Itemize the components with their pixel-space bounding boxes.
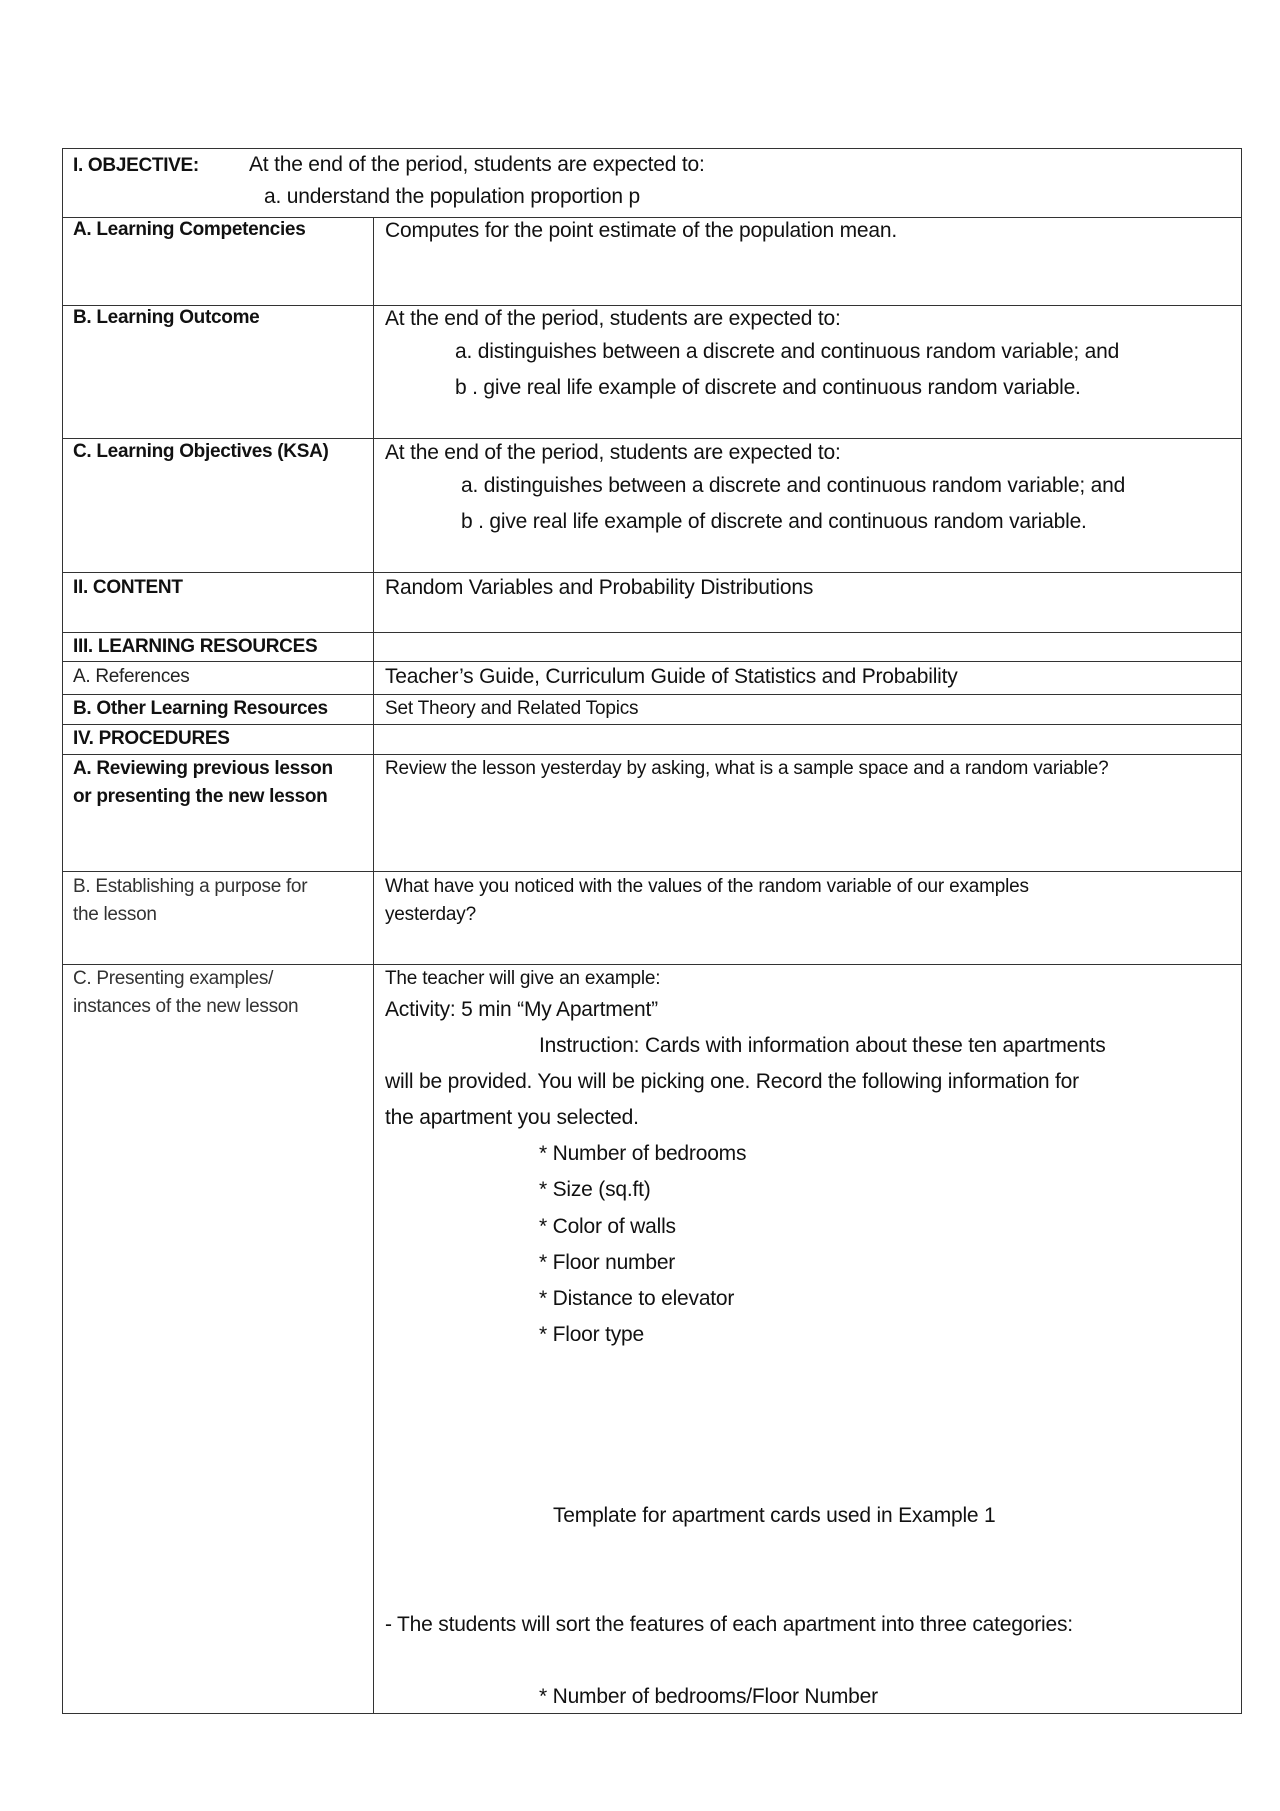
purpose-label-1: B. Establishing a purpose for [73,876,308,897]
column-divider [373,217,374,1713]
other-resources-value: Set Theory and Related Topics [385,698,639,719]
content-value: Random Variables and Probability Distributions [385,576,814,599]
reviewing-value: Review the lesson yesterday by asking, what is a sample space and a random variable? [385,758,1109,779]
procedures-label: IV. PROCEDURES [73,728,230,749]
lesson-plan-table [62,148,1242,1714]
outcome-label: B. Learning Outcome [73,307,260,328]
objective-line-1: At the end of the period, students are expected to: [249,153,705,176]
row-divider [63,964,1241,965]
objective-label: I. OBJECTIVE: [73,155,199,176]
purpose-label-2: the lesson [73,904,157,925]
category-item: * Number of bedrooms/Floor Number [539,1685,878,1708]
content-label: II. CONTENT [73,577,183,598]
resources-label: III. LEARNING RESOURCES [73,636,318,657]
row-divider [63,305,1241,306]
outcome-item-b: b . give real life example of discrete and continuous random variable. [455,376,1081,399]
feature-item: * Floor number [539,1251,676,1274]
purpose-value-1: What have you noticed with the values of the random variable of our examples [385,876,1029,897]
feature-item: * Distance to elevator [539,1287,735,1310]
row-divider [63,438,1241,439]
row-divider [63,754,1241,755]
references-label: A. References [73,666,190,687]
row-divider [63,632,1241,633]
row-divider [63,871,1241,872]
presenting-intro: The teacher will give an example: [385,968,661,989]
ksa-item-b: b . give real life example of discrete and continuous random variable. [461,510,1087,533]
feature-item: * Number of bedrooms [539,1142,747,1165]
feature-item: * Color of walls [539,1215,676,1238]
row-divider [63,661,1241,662]
ksa-item-a: a. distinguishes between a discrete and continuous random variable; and [461,474,1126,497]
presenting-label-2: instances of the new lesson [73,996,299,1017]
feature-item: * Floor type [539,1323,644,1346]
row-divider [63,694,1241,695]
presenting-activity: Activity: 5 min “My Apartment” [385,998,658,1021]
presenting-instruction-2: will be provided. You will be picking one. Record the following information for [385,1070,1079,1093]
outcome-item-a: a. distinguishes between a discrete and continuous random variable; and [455,340,1120,363]
outcome-intro: At the end of the period, students are expected to: [385,307,841,330]
reviewing-label-2: or presenting the new lesson [73,786,328,807]
presenting-instruction-3: the apartment you selected. [385,1106,639,1129]
competencies-value: Computes for the point estimate of the population mean. [385,219,897,242]
other-resources-label: B. Other Learning Resources [73,698,328,719]
row-divider [63,217,1241,218]
feature-item: * Size (sq.ft) [539,1178,651,1201]
row-divider [63,724,1241,725]
presenting-label-1: C. Presenting examples/ [73,968,274,989]
objective-line-2: a. understand the population proportion p [264,185,640,208]
reviewing-label-1: A. Reviewing previous lesson [73,758,333,779]
references-value: Teacher’s Guide, Curriculum Guide of Statistics and Probability [385,665,958,688]
sort-instruction: - The students will sort the features of each apartment into three categories: [385,1613,1073,1636]
ksa-label: C. Learning Objectives (KSA) [73,441,329,462]
presenting-instruction-1: Instruction: Cards with information about these ten apartments [539,1034,1106,1057]
template-caption: Template for apartment cards used in Example 1 [553,1504,996,1527]
purpose-value-2: yesterday? [385,904,476,925]
competencies-label: A. Learning Competencies [73,219,306,240]
ksa-intro: At the end of the period, students are expected to: [385,441,841,464]
row-divider [63,572,1241,573]
